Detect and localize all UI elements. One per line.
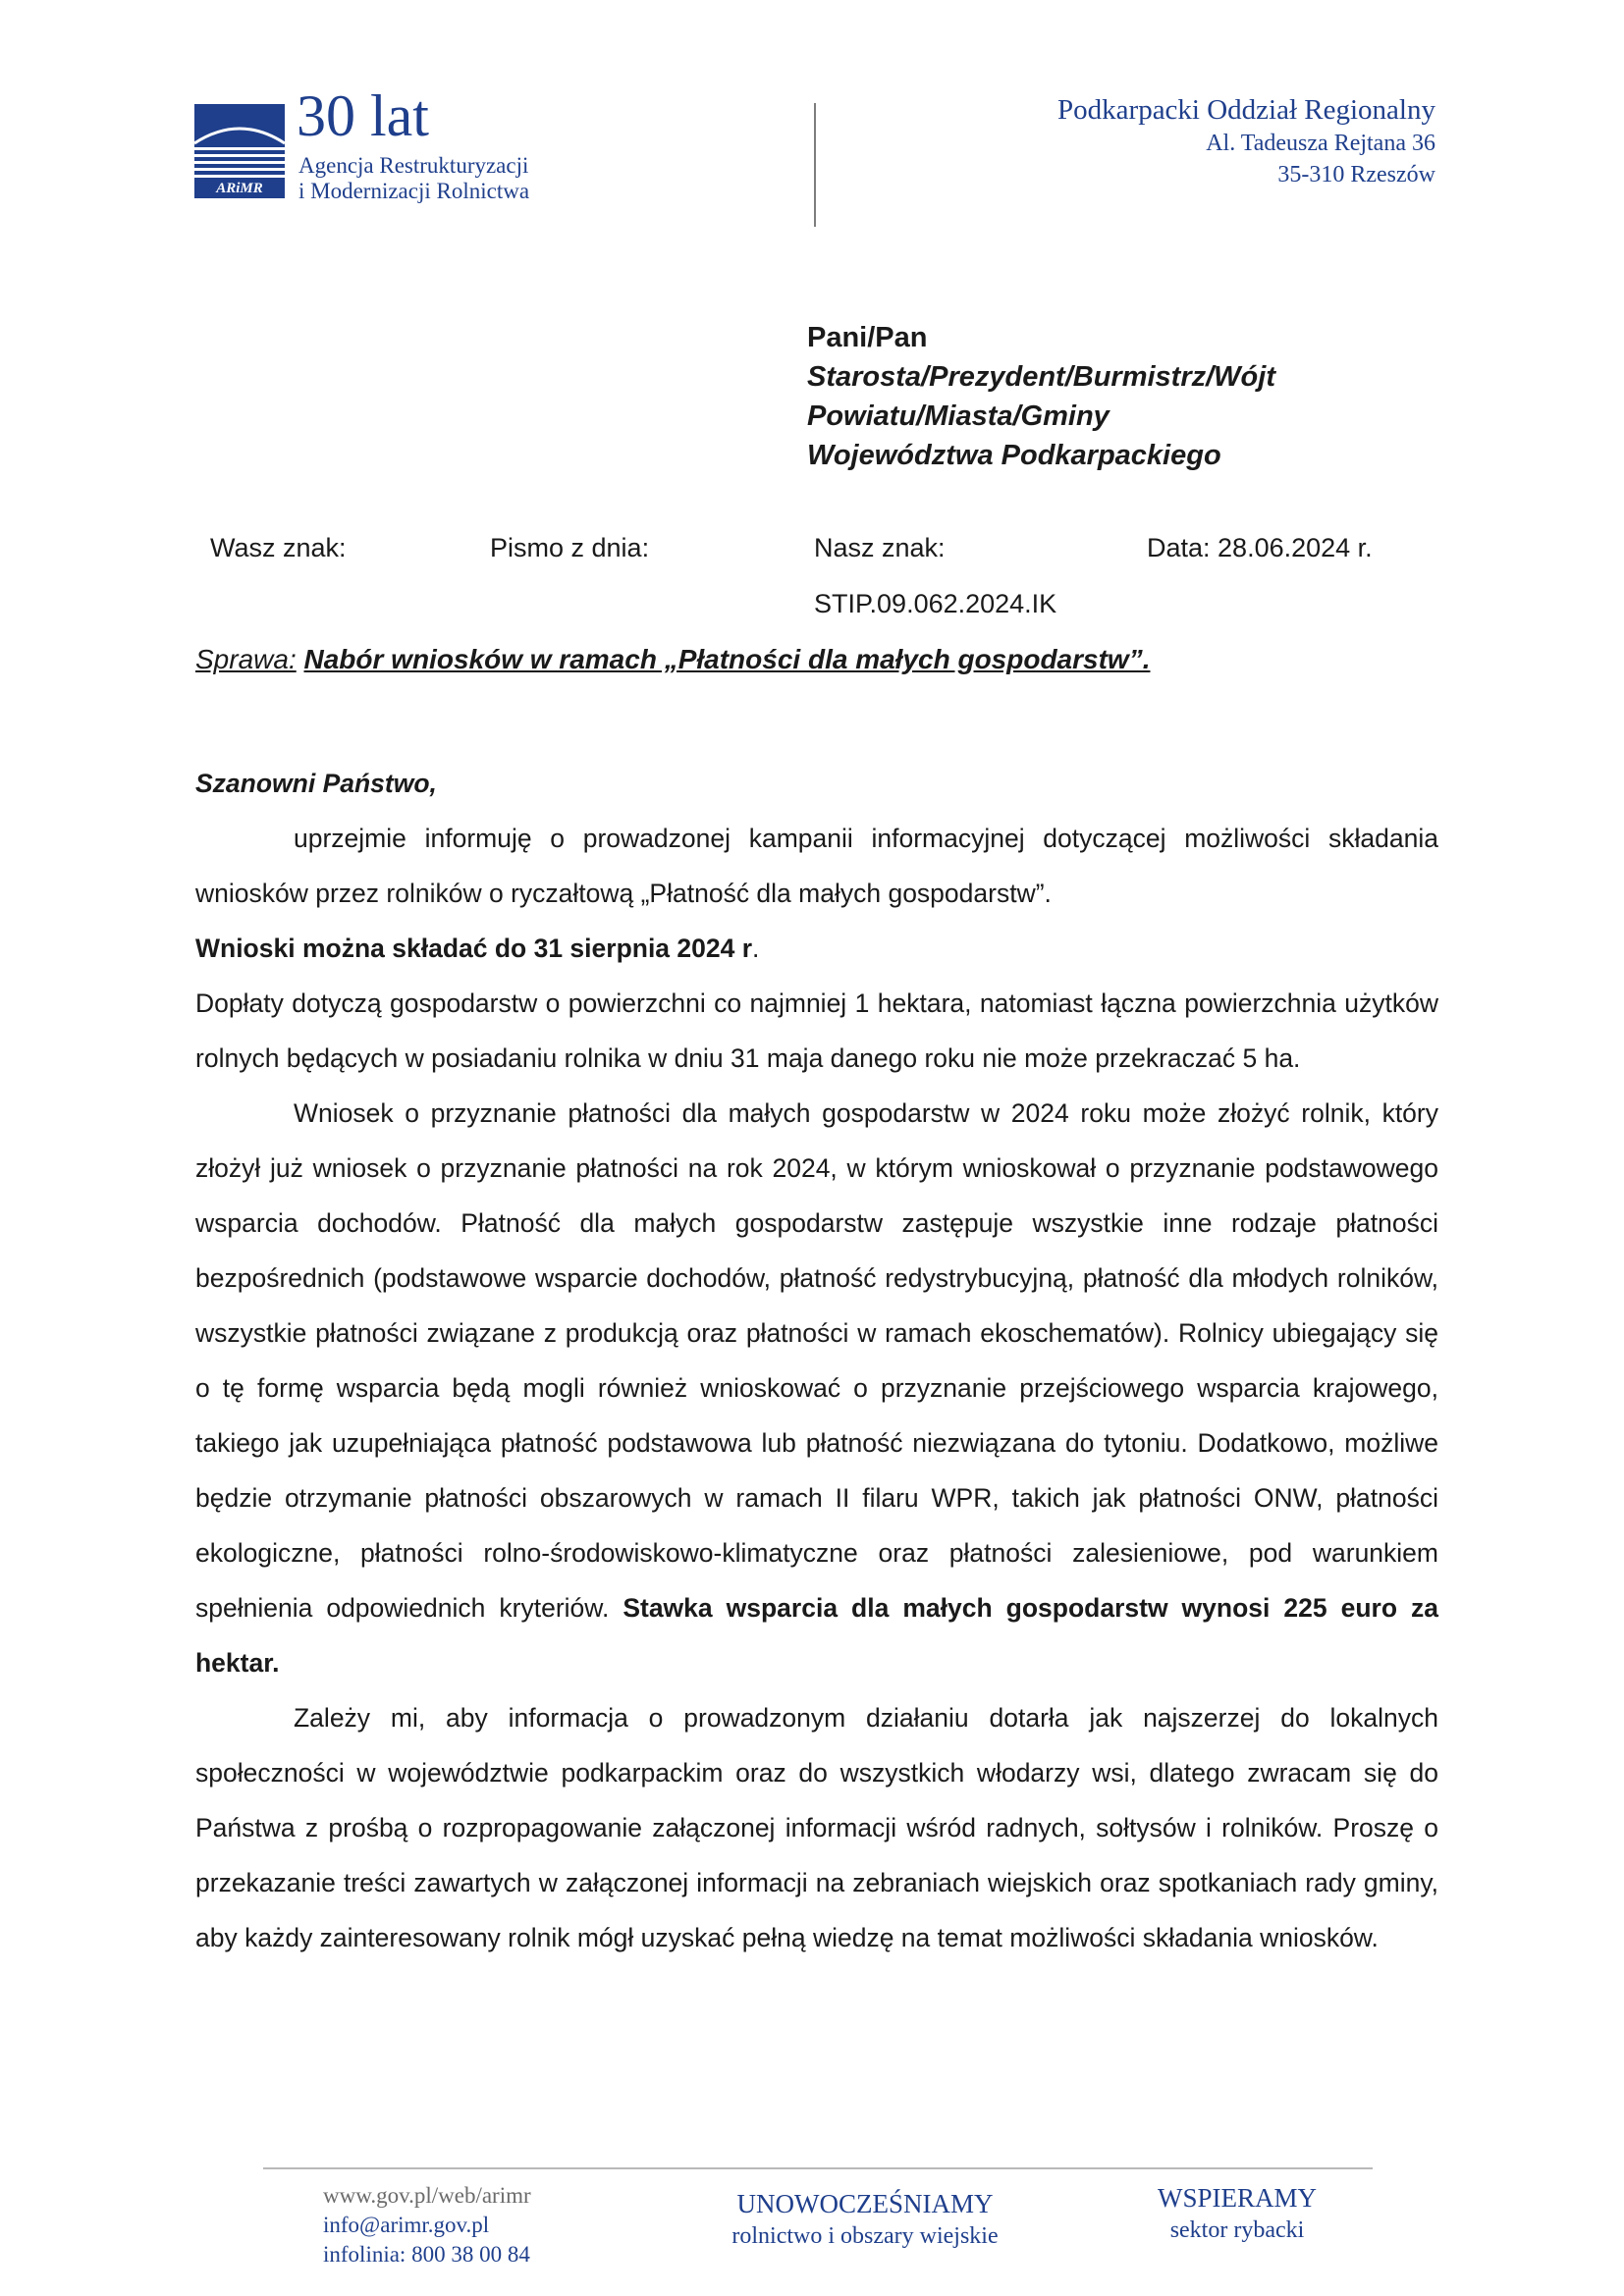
recipient-line4: Województwa Podkarpackiego	[807, 440, 1221, 471]
paragraph-3: Dopłaty dotyczą gospodarstw o powierzchni co najmniej 1 hektara, natomiast łączna powierzchnia użytków rolnych będących w posiadaniu rolnika w dniu 31 maja danego roku nie może przekraczać 5 ha.	[195, 988, 1438, 1073]
salutation: Szanowni Państwo,	[195, 769, 437, 798]
ref-pismo-z-dnia: Pismo z dnia:	[490, 533, 650, 562]
recipient-line1: Pani/Pan	[807, 322, 928, 353]
paragraph-4-text: Wniosek o przyznanie płatności dla małych gospodarstw w 2024 roku może złożyć rolnik, który złożył już wniosek o przyznanie płatności na rok 2024, w którym wnioskował o przyznanie podstawowego wsparcia dochodów. Płatność dla małych gospodarstw zastępuje wszystkie inne rodzaje płatności bezpośrednich (podstawowe wsparcie dochodów, płatność redystrybucyjną, płatność dla młodych rolników, wszystkie płatności związane z produkcją oraz płatności w ramach ekoschematów). Rolnicy ubiegający się o tę formę wsparcia będą mogli również wnioskować o przyznanie przejściowego wsparcia krajowego, takiego jak uzupełniająca płatność podstawowa lub płatność niezwiązana do tytoniu. Dodatkowo, możliwe będzie otrzymanie płatności obszarowych w ramach II filaru WPR, takich jak płatności ONW, płatności ekologiczne, płatności rolno-środowiskowo-klimatyczne oraz płatności zalesieniowe, pod warunkiem spełnienia odpowiednich kryteriów.	[195, 1098, 1438, 1623]
recipient-line3: Powiatu/Miasta/Gminy	[807, 400, 1110, 432]
paragraph-4	[195, 1086, 1438, 1690]
ref-date: Data: 28.06.2024 r.	[1147, 533, 1373, 562]
footer-phone: infolinia: 800 38 00 84	[323, 2242, 530, 2267]
footer-mid-title: UNOWOCZEŚNIAMY	[736, 2189, 994, 2218]
subject-label: Sprawa:	[195, 644, 297, 674]
footer-motto-1	[729, 2187, 1001, 2252]
paragraph-2	[195, 921, 1438, 976]
deadline-bold: Wnioski można składać do 31 sierpnia 2024 r	[195, 934, 753, 963]
rate-bold: Stawka wsparcia dla małych gospodarstw wynosi 225 euro za hektar.	[195, 1593, 1438, 1678]
footer-divider	[263, 2167, 1373, 2169]
header-divider	[814, 103, 816, 227]
arimr-logo-icon	[194, 104, 285, 198]
ref-wasz-znak: Wasz znak:	[210, 533, 347, 562]
footer-web-link[interactable]: www.gov.pl/web/arimr	[323, 2183, 531, 2208]
footer-contact	[323, 2181, 531, 2269]
paragraph-1: uprzejmie informuję o prowadzonej kampanii informacyjnej dotyczącej możliwości składania wniosków przez rolników o ryczałtową „Płatność dla małych gospodarstw”.	[195, 824, 1438, 908]
footer-motto-2	[1139, 2181, 1335, 2246]
logo-agency-line2: i Modernizacji Rolnictwa	[298, 179, 530, 203]
footer-mid-sub: rolnictwo i obszary wiejskie	[731, 2223, 999, 2249]
paragraph-5: Zależy mi, aby informacja o prowadzonym działaniu dotarła jak najszerzej do lokalnych społeczności w województwie podkarpackim oraz do wszystkich włodarzy wsi, dlatego zwracam się do Państwa z prośbą o rozpropagowanie załączonej informacji wśród radnych, sołtysów i rolników. Proszę o przekazanie treści zawartych w załączonej informacji na zebraniach wiejskich oraz spotkaniach rady gminy, aby każdy zainteresowany rolnik mógł uzyskać pełną wiedzę na temat możliwości składania wniosków.	[195, 1703, 1438, 1952]
office-city: 35-310 Rzeszów	[1277, 162, 1435, 188]
subject-text: Nabór wniosków w ramach „Płatności dla małych gospodarstw”.	[303, 644, 1151, 674]
office-name: Podkarpacki Oddział Regionalny	[1057, 94, 1435, 126]
office-address	[1057, 93, 1435, 191]
ref-nasz-znak-value: STIP.09.062.2024.IK	[814, 589, 1057, 618]
logo-mark-text: ARiMR	[216, 181, 263, 196]
subject-line	[195, 644, 1150, 675]
logo-years: 30 lat	[297, 83, 429, 148]
recipient-block	[807, 318, 1275, 475]
footer-right-sub: sektor rybacki	[1169, 2217, 1305, 2243]
footer-right-title: WSPIERAMY	[1157, 2183, 1317, 2213]
footer-email-link[interactable]: info@arimr.gov.pl	[323, 2213, 490, 2237]
letter-body	[195, 756, 1438, 1965]
ref-nasz-znak: Nasz znak:	[814, 533, 946, 562]
recipient-line2: Starosta/Prezydent/Burmistrz/Wójt	[807, 361, 1275, 393]
deadline-end: .	[752, 934, 760, 963]
logo-agency-line1: Agencja Restrukturyzacji	[298, 153, 529, 178]
office-street: Al. Tadeusza Rejtana 36	[1206, 130, 1435, 156]
